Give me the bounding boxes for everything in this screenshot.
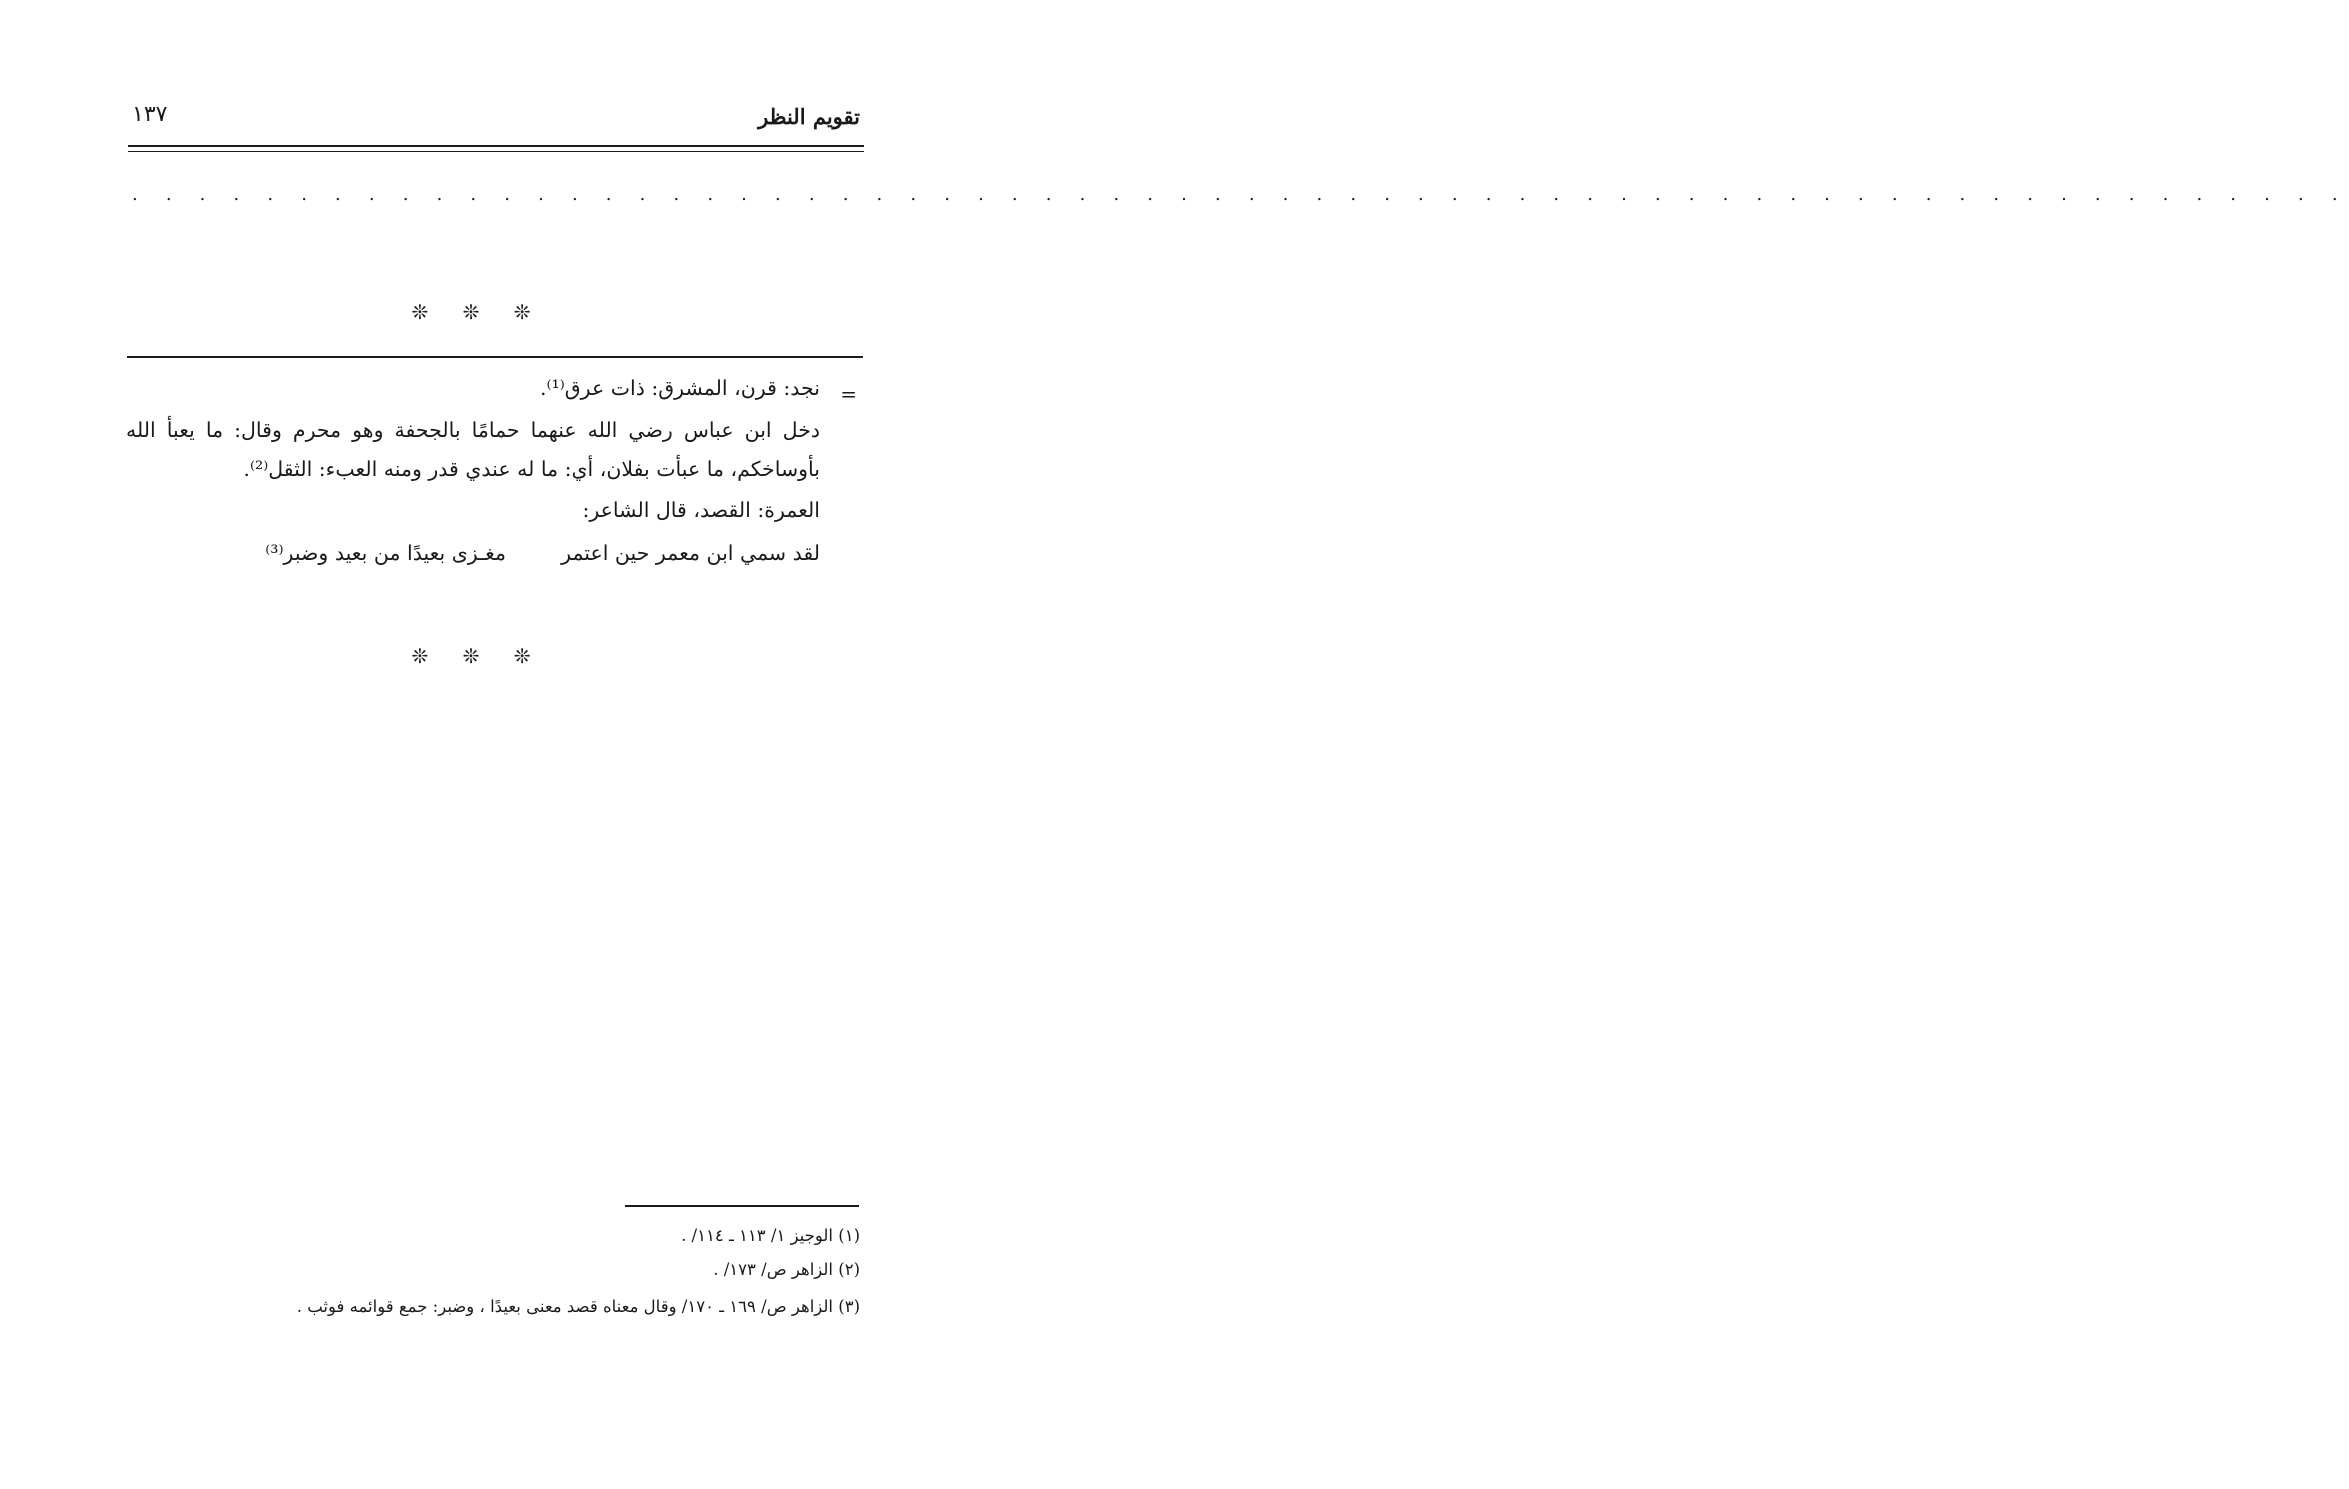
footnote-1: (١) الوجيز ١/ ١١٣ ـ ١١٤/ . (681, 1226, 860, 1245)
section-rule (127, 356, 863, 358)
footnote-rule (625, 1205, 859, 1207)
continuation-marker: = (840, 382, 857, 406)
footnote-3: (٣) الزاهر ص/ ١٦٩ ـ ١٧٠/ وقال معناه قصد معنى بعيدًا ، وضبر: جمع قوائمه فوثب . (296, 1297, 860, 1316)
section-separator-bottom: ❊ ❊ ❊ (411, 644, 545, 668)
body-line-umrah: العمرة: القصد، قال الشاعر: (582, 498, 820, 522)
omission-dots: . . . . . . . . . . . . . . . . . . . . . . . . . . . . . . . . . . . . . . . . . . . . . . . . . . . . . . . . . . . . . . . . . . (132, 184, 2349, 205)
header-rule-thin (128, 151, 864, 152)
verse-second-hemistich: مغـزى بعيدًا من بعيد وضبر⁽³⁾ (265, 541, 506, 565)
running-header-title: تقويم النظر (758, 104, 860, 129)
header-rule-thick (128, 145, 864, 147)
section-separator-top: ❊ ❊ ❊ (411, 300, 545, 324)
page-number: ١٣٧ (132, 102, 168, 127)
body-line-ibn-abbas: دخل ابن عباس رضي الله عنهما حمامًا بالجحفة وهو محرم وقال: ما يعبأ الله (126, 418, 820, 442)
body-line-najd: نجد: قرن، المشرق: ذات عرق⁽¹⁾. (539, 376, 820, 400)
footnote-2: (٢) الزاهر ص/ ١٧٣/ . (713, 1260, 860, 1279)
verse-first-hemistich: لقد سمي ابن معمر حين اعتمر (561, 541, 820, 565)
body-line-awsakh: بأوساخكم، ما عبأت بفلان، أي: ما له عندي قدر ومنه العبء: الثقل⁽²⁾. (243, 457, 820, 481)
